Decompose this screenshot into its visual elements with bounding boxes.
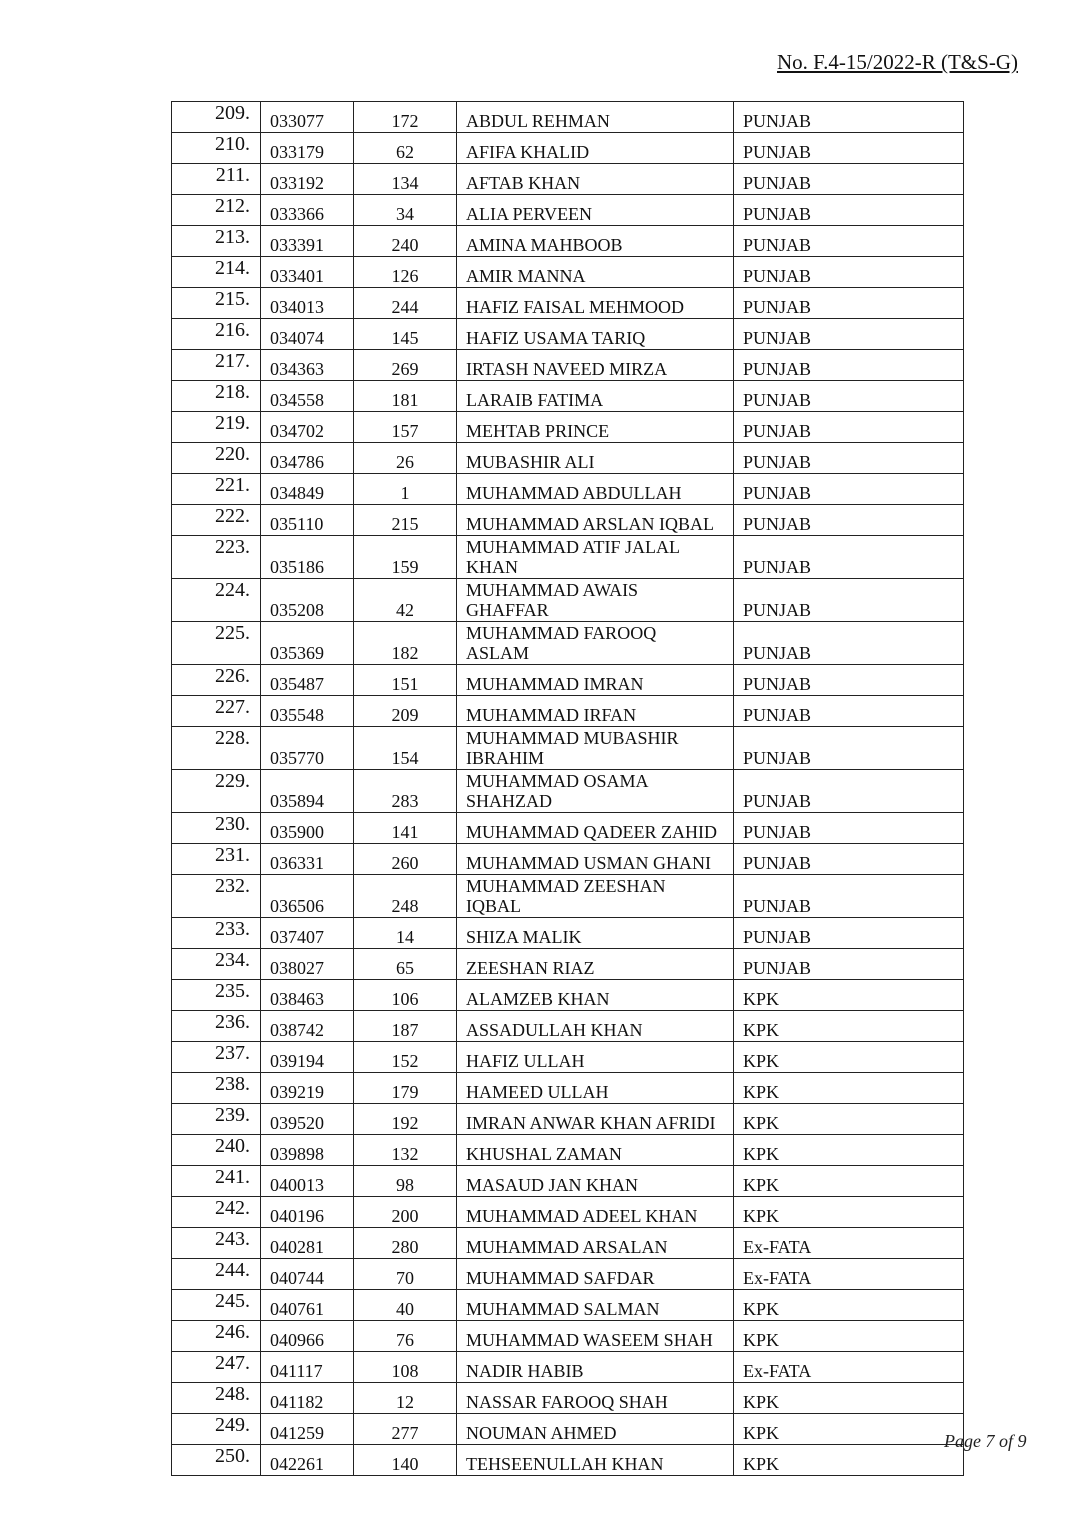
serial-number: 214. <box>172 257 261 288</box>
domicile: PUNJAB <box>734 918 964 949</box>
candidate-name-line2: IQBAL <box>466 896 521 916</box>
roll-number: 038742 <box>261 1011 354 1042</box>
domicile: Ex-FATA <box>734 1352 964 1383</box>
serial-number: 227. <box>172 696 261 727</box>
serial-number: 244. <box>172 1259 261 1290</box>
domicile: KPK <box>734 1135 964 1166</box>
merit-number: 140 <box>354 1445 457 1476</box>
candidate-name: MUHAMMAD IMRAN <box>457 665 734 696</box>
table-row <box>172 875 964 918</box>
domicile: KPK <box>734 1042 964 1073</box>
serial-number: 222. <box>172 505 261 536</box>
table-row <box>172 319 964 350</box>
roll-number: 033077 <box>261 102 354 133</box>
domicile: PUNJAB <box>734 665 964 696</box>
merit-number: 179 <box>354 1073 457 1104</box>
roll-number: 034558 <box>261 381 354 412</box>
roll-number: 035894 <box>261 770 354 813</box>
merit-number: 26 <box>354 443 457 474</box>
roll-number: 040966 <box>261 1321 354 1352</box>
candidate-name-line2: KHAN <box>466 557 518 577</box>
serial-number: 219. <box>172 412 261 443</box>
candidate-name-line2: IBRAHIM <box>466 748 545 768</box>
serial-number: 223. <box>172 536 261 579</box>
candidate-name: ABDUL REHMAN <box>457 102 734 133</box>
serial-number: 233. <box>172 918 261 949</box>
table-row <box>172 381 964 412</box>
serial-number: 234. <box>172 949 261 980</box>
serial-number: 240. <box>172 1135 261 1166</box>
roll-number: 041259 <box>261 1414 354 1445</box>
roll-number: 038463 <box>261 980 354 1011</box>
candidate-name-line1: MUHAMMAD ZEESHAN <box>466 876 666 896</box>
candidate-name: MUHAMMAD ABDULLAH <box>457 474 734 505</box>
roll-number: 033401 <box>261 257 354 288</box>
candidate-name-line1: MUHAMMAD FAROOQ <box>466 623 657 643</box>
serial-number: 235. <box>172 980 261 1011</box>
roll-number: 035900 <box>261 813 354 844</box>
table-row <box>172 164 964 195</box>
table-row <box>172 1352 964 1383</box>
domicile: PUNJAB <box>734 350 964 381</box>
domicile: KPK <box>734 1073 964 1104</box>
candidate-name: MUHAMMAD IRFAN <box>457 696 734 727</box>
table-row <box>172 665 964 696</box>
candidate-name: AMINA MAHBOOB <box>457 226 734 257</box>
merit-number: 141 <box>354 813 457 844</box>
merit-number: 277 <box>354 1414 457 1445</box>
table-row <box>172 1135 964 1166</box>
table-row <box>172 727 964 770</box>
merit-number: 65 <box>354 949 457 980</box>
roll-number: 035369 <box>261 622 354 665</box>
table-row <box>172 1228 964 1259</box>
table-row <box>172 443 964 474</box>
roll-number: 038027 <box>261 949 354 980</box>
candidate-name: MUHAMMAD SALMAN <box>457 1290 734 1321</box>
merit-number: 200 <box>354 1197 457 1228</box>
domicile: PUNJAB <box>734 164 964 195</box>
candidate-name <box>457 536 734 579</box>
domicile: KPK <box>734 1166 964 1197</box>
candidate-name-line1: MUHAMMAD AWAIS <box>466 580 639 600</box>
candidate-name: NASSAR FAROOQ SHAH <box>457 1383 734 1414</box>
serial-number: 228. <box>172 727 261 770</box>
domicile: PUNJAB <box>734 257 964 288</box>
table-row <box>172 1011 964 1042</box>
candidate-name: SHIZA MALIK <box>457 918 734 949</box>
domicile: PUNJAB <box>734 579 964 622</box>
serial-number: 224. <box>172 579 261 622</box>
candidate-name: HAFIZ USAMA TARIQ <box>457 319 734 350</box>
domicile: PUNJAB <box>734 133 964 164</box>
candidate-name: IRTASH NAVEED MIRZA <box>457 350 734 381</box>
roll-number: 040281 <box>261 1228 354 1259</box>
serial-number: 213. <box>172 226 261 257</box>
merit-number: 157 <box>354 412 457 443</box>
merit-number: 76 <box>354 1321 457 1352</box>
candidate-name <box>457 622 734 665</box>
domicile: PUNJAB <box>734 505 964 536</box>
merit-number: 260 <box>354 844 457 875</box>
candidate-name: LARAIB FATIMA <box>457 381 734 412</box>
merit-number: 1 <box>354 474 457 505</box>
table-row <box>172 1445 964 1476</box>
candidate-name: MUHAMMAD SAFDAR <box>457 1259 734 1290</box>
candidate-name: KHUSHAL ZAMAN <box>457 1135 734 1166</box>
candidate-name: MUHAMMAD ADEEL KHAN <box>457 1197 734 1228</box>
domicile: KPK <box>734 1290 964 1321</box>
candidate-name-line2: SHAHZAD <box>466 791 553 811</box>
serial-number: 237. <box>172 1042 261 1073</box>
domicile: PUNJAB <box>734 696 964 727</box>
table-row <box>172 474 964 505</box>
domicile: PUNJAB <box>734 770 964 813</box>
roll-number: 035548 <box>261 696 354 727</box>
serial-number: 229. <box>172 770 261 813</box>
roll-number: 035110 <box>261 505 354 536</box>
domicile: PUNJAB <box>734 536 964 579</box>
candidate-name <box>457 875 734 918</box>
serial-number: 231. <box>172 844 261 875</box>
candidate-name: AFIFA KHALID <box>457 133 734 164</box>
merit-number: 70 <box>354 1259 457 1290</box>
merit-number: 283 <box>354 770 457 813</box>
merit-number: 145 <box>354 319 457 350</box>
domicile: KPK <box>734 1104 964 1135</box>
page-number: Page 7 of 9 <box>944 1431 1027 1451</box>
merit-number: 42 <box>354 579 457 622</box>
domicile: PUNJAB <box>734 412 964 443</box>
domicile: KPK <box>734 1445 964 1476</box>
table-row <box>172 195 964 226</box>
table-row <box>172 1166 964 1197</box>
candidate-name: ZEESHAN RIAZ <box>457 949 734 980</box>
domicile: Ex-FATA <box>734 1259 964 1290</box>
roll-number: 041117 <box>261 1352 354 1383</box>
table-row <box>172 1104 964 1135</box>
roll-number: 033391 <box>261 226 354 257</box>
candidate-name: TEHSEENULLAH KHAN <box>457 1445 734 1476</box>
serial-number: 238. <box>172 1073 261 1104</box>
roll-number: 037407 <box>261 918 354 949</box>
candidate-table-body <box>172 102 964 1476</box>
candidate-name: AMIR MANNA <box>457 257 734 288</box>
candidate-name-line2: ASLAM <box>466 643 530 663</box>
table-row <box>172 1321 964 1352</box>
serial-number: 218. <box>172 381 261 412</box>
candidate-name <box>457 727 734 770</box>
roll-number: 034013 <box>261 288 354 319</box>
domicile: PUNJAB <box>734 319 964 350</box>
candidate-name: MUHAMMAD WASEEM SHAH <box>457 1321 734 1352</box>
merit-number: 134 <box>354 164 457 195</box>
roll-number: 035208 <box>261 579 354 622</box>
candidate-name: MUBASHIR ALI <box>457 443 734 474</box>
merit-number: 187 <box>354 1011 457 1042</box>
roll-number: 035186 <box>261 536 354 579</box>
candidate-name: HAFIZ ULLAH <box>457 1042 734 1073</box>
table-row <box>172 1414 964 1445</box>
serial-number: 246. <box>172 1321 261 1352</box>
roll-number: 034786 <box>261 443 354 474</box>
domicile: KPK <box>734 1197 964 1228</box>
domicile: PUNJAB <box>734 813 964 844</box>
domicile: PUNJAB <box>734 844 964 875</box>
serial-number: 221. <box>172 474 261 505</box>
table-row <box>172 1259 964 1290</box>
roll-number: 041182 <box>261 1383 354 1414</box>
merit-number: 98 <box>354 1166 457 1197</box>
table-row <box>172 696 964 727</box>
roll-number: 033179 <box>261 133 354 164</box>
candidate-name: ASSADULLAH KHAN <box>457 1011 734 1042</box>
table-row <box>172 949 964 980</box>
merit-number: 244 <box>354 288 457 319</box>
table-row <box>172 133 964 164</box>
domicile: PUNJAB <box>734 443 964 474</box>
merit-number: 151 <box>354 665 457 696</box>
merit-number: 106 <box>354 980 457 1011</box>
merit-number: 126 <box>354 257 457 288</box>
document-reference-number: No. F.4-15/2022-R (T&S-G) <box>777 50 1018 74</box>
candidate-table <box>171 101 964 1476</box>
roll-number: 039194 <box>261 1042 354 1073</box>
table-row <box>172 844 964 875</box>
serial-number: 212. <box>172 195 261 226</box>
candidate-name: MASAUD JAN KHAN <box>457 1166 734 1197</box>
merit-number: 62 <box>354 133 457 164</box>
merit-number: 280 <box>354 1228 457 1259</box>
table-row <box>172 1042 964 1073</box>
merit-number: 192 <box>354 1104 457 1135</box>
merit-number: 172 <box>354 102 457 133</box>
roll-number: 042261 <box>261 1445 354 1476</box>
candidate-name: ALIA PERVEEN <box>457 195 734 226</box>
candidate-name <box>457 770 734 813</box>
candidate-name: MUHAMMAD USMAN GHANI <box>457 844 734 875</box>
table-row <box>172 622 964 665</box>
roll-number: 039219 <box>261 1073 354 1104</box>
roll-number: 039520 <box>261 1104 354 1135</box>
merit-number: 240 <box>354 226 457 257</box>
serial-number: 239. <box>172 1104 261 1135</box>
domicile: PUNJAB <box>734 102 964 133</box>
roll-number: 040744 <box>261 1259 354 1290</box>
merit-number: 40 <box>354 1290 457 1321</box>
roll-number: 034702 <box>261 412 354 443</box>
table-row <box>172 288 964 319</box>
table-row <box>172 536 964 579</box>
merit-number: 215 <box>354 505 457 536</box>
roll-number: 039898 <box>261 1135 354 1166</box>
serial-number: 226. <box>172 665 261 696</box>
serial-number: 220. <box>172 443 261 474</box>
candidate-name-line1: MUHAMMAD ATIF JALAL <box>466 537 681 557</box>
domicile: KPK <box>734 1383 964 1414</box>
domicile: PUNJAB <box>734 226 964 257</box>
candidate-name: MUHAMMAD QADEER ZAHID <box>457 813 734 844</box>
merit-number: 159 <box>354 536 457 579</box>
merit-number: 269 <box>354 350 457 381</box>
serial-number: 210. <box>172 133 261 164</box>
table-row <box>172 1197 964 1228</box>
candidate-name: MUHAMMAD ARSALAN <box>457 1228 734 1259</box>
domicile: Ex-FATA <box>734 1228 964 1259</box>
roll-number: 040013 <box>261 1166 354 1197</box>
candidate-name-line2: GHAFFAR <box>466 600 549 620</box>
candidate-name: HAMEED ULLAH <box>457 1073 734 1104</box>
domicile: PUNJAB <box>734 474 964 505</box>
table-row <box>172 226 964 257</box>
candidate-name: MUHAMMAD ARSLAN IQBAL <box>457 505 734 536</box>
roll-number: 034363 <box>261 350 354 381</box>
candidate-name <box>457 579 734 622</box>
roll-number: 033192 <box>261 164 354 195</box>
roll-number: 034074 <box>261 319 354 350</box>
table-row <box>172 1290 964 1321</box>
merit-number: 154 <box>354 727 457 770</box>
table-row <box>172 770 964 813</box>
candidate-name: NOUMAN AHMED <box>457 1414 734 1445</box>
table-row <box>172 980 964 1011</box>
serial-number: 211. <box>172 164 261 195</box>
roll-number: 033366 <box>261 195 354 226</box>
merit-number: 132 <box>354 1135 457 1166</box>
table-row <box>172 257 964 288</box>
roll-number: 035770 <box>261 727 354 770</box>
serial-number: 241. <box>172 1166 261 1197</box>
domicile: PUNJAB <box>734 622 964 665</box>
serial-number: 216. <box>172 319 261 350</box>
domicile: KPK <box>734 980 964 1011</box>
domicile: PUNJAB <box>734 727 964 770</box>
roll-number: 040761 <box>261 1290 354 1321</box>
candidate-name: IMRAN ANWAR KHAN AFRIDI <box>457 1104 734 1135</box>
merit-number: 14 <box>354 918 457 949</box>
domicile: KPK <box>734 1321 964 1352</box>
serial-number: 243. <box>172 1228 261 1259</box>
serial-number: 248. <box>172 1383 261 1414</box>
merit-number: 182 <box>354 622 457 665</box>
merit-number: 248 <box>354 875 457 918</box>
serial-number: 215. <box>172 288 261 319</box>
table-row <box>172 505 964 536</box>
serial-number: 230. <box>172 813 261 844</box>
merit-number: 152 <box>354 1042 457 1073</box>
serial-number: 236. <box>172 1011 261 1042</box>
merit-number: 181 <box>354 381 457 412</box>
merit-number: 34 <box>354 195 457 226</box>
table-row <box>172 579 964 622</box>
domicile: PUNJAB <box>734 195 964 226</box>
table-row <box>172 350 964 381</box>
serial-number: 232. <box>172 875 261 918</box>
candidate-name: HAFIZ FAISAL MEHMOOD <box>457 288 734 319</box>
merit-number: 12 <box>354 1383 457 1414</box>
table-row <box>172 1383 964 1414</box>
candidate-name: MEHTAB PRINCE <box>457 412 734 443</box>
table-row <box>172 918 964 949</box>
domicile: KPK <box>734 1011 964 1042</box>
candidate-name: NADIR HABIB <box>457 1352 734 1383</box>
table-row <box>172 813 964 844</box>
table-row <box>172 1073 964 1104</box>
roll-number: 036506 <box>261 875 354 918</box>
serial-number: 250. <box>172 1445 261 1476</box>
serial-number: 245. <box>172 1290 261 1321</box>
serial-number: 247. <box>172 1352 261 1383</box>
domicile: PUNJAB <box>734 875 964 918</box>
table-row <box>172 102 964 133</box>
serial-number: 249. <box>172 1414 261 1445</box>
domicile: PUNJAB <box>734 381 964 412</box>
candidate-name: ALAMZEB KHAN <box>457 980 734 1011</box>
domicile: PUNJAB <box>734 288 964 319</box>
domicile: KPK <box>734 1414 964 1445</box>
domicile: PUNJAB <box>734 949 964 980</box>
candidate-name-line1: MUHAMMAD OSAMA <box>466 771 649 791</box>
roll-number: 035487 <box>261 665 354 696</box>
merit-number: 108 <box>354 1352 457 1383</box>
roll-number: 034849 <box>261 474 354 505</box>
serial-number: 242. <box>172 1197 261 1228</box>
serial-number: 225. <box>172 622 261 665</box>
serial-number: 217. <box>172 350 261 381</box>
merit-number: 209 <box>354 696 457 727</box>
candidate-name: AFTAB KHAN <box>457 164 734 195</box>
roll-number: 040196 <box>261 1197 354 1228</box>
roll-number: 036331 <box>261 844 354 875</box>
candidate-name-line1: MUHAMMAD MUBASHIR <box>466 728 679 748</box>
table-row <box>172 412 964 443</box>
serial-number: 209. <box>172 102 261 133</box>
